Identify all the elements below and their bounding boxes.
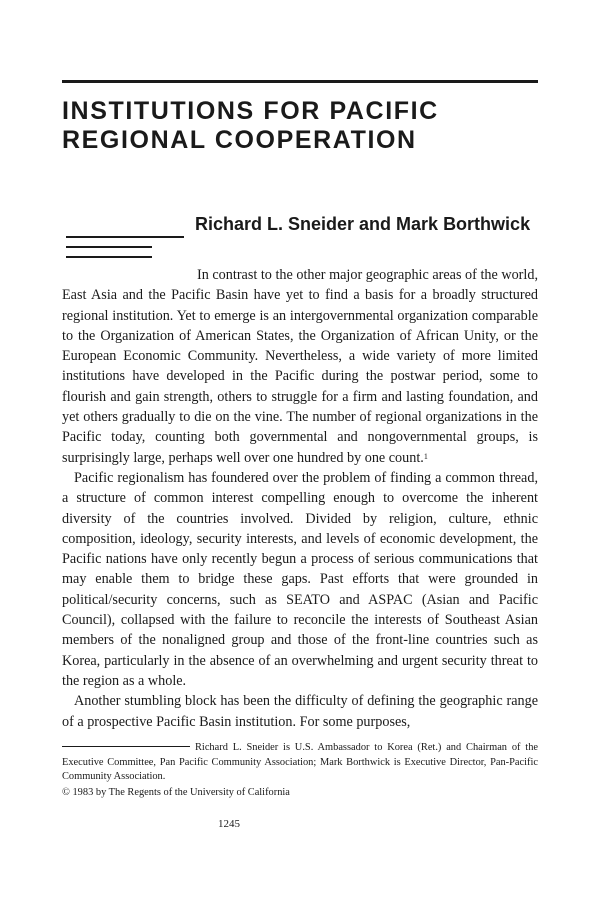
article-body: [62, 265, 538, 732]
body-paragraph: Pacific regionalism has foundered over the problem of finding a common thread, a structure of common interest compelling enough to overcome the inherent diversity of the countries involved. Divided by religion, culture, ethnic composition, ideology, security interests, and levels of economic development, the Pacific nations have only recently begun a process of serious communications that may enable them to bridge these gaps. Past efforts that were grounded in political/security concerns, such as SEATO and ASPAC (Asian and Pacific Council), collapsed with the failure to reconcile the interests of Southeast Asian members of the nonaligned group and those of the front-line countries such as Korea, particularly in the absence of an overwhelming and urgent security threat to the region as a whole.: [62, 469, 538, 689]
author-footnote: [62, 741, 538, 785]
author-rule-short-2: [66, 256, 152, 258]
title-line-1: INSTITUTIONS FOR PACIFIC: [62, 97, 439, 125]
author-rule-short-1: [66, 246, 152, 248]
author-rule-long: [66, 236, 184, 238]
header-rule: [62, 80, 538, 83]
page-number: 1245: [218, 818, 240, 830]
article-title: [62, 97, 538, 155]
title-line-2: REGIONAL COOPERATION: [62, 126, 417, 154]
paragraph-text: In contrast to the other major geographic areas of the world, East Asia and the Pacific Basin have yet to find a basis for a broadly structured regional institution. Yet to emerge is an intergovernmental organization comparable to the Organization of American States, the Organization of African Unity, or the European Economic Community. Nevertheless, a wide variety of more limited institutions have developed in the Pacific during the postwar period, some to flourish and gain strength, others to struggle for a firm and lasting foundation, and yet others gradually to die on the vine. The number of regional organizations in the Pacific today, counting both governmental and nongovernmental groups, is surprisingly large, perhaps well over one hundred by one count.: [62, 267, 538, 466]
footnote-rule: [62, 746, 190, 747]
footnote-text: Richard L. Sneider is U.S. Ambassador to Korea (Ret.) and Chairman of the Executive Committee, Pan Pacific Community Association; Mark Borthwick is Executive Director, Pan-Pacific Community Association.: [62, 742, 538, 783]
copyright-notice: © 1983 by The Regents of the University of California: [62, 787, 290, 798]
article-authors: Richard L. Sneider and Mark Borthwick: [195, 214, 531, 234]
footnote-marker[interactable]: 1: [423, 451, 428, 461]
body-paragraph: [62, 265, 538, 468]
body-paragraph: Another stumbling block has been the difficulty of defining the geographic range of a prospective Pacific Basin institution. For some purposes,: [62, 693, 538, 730]
